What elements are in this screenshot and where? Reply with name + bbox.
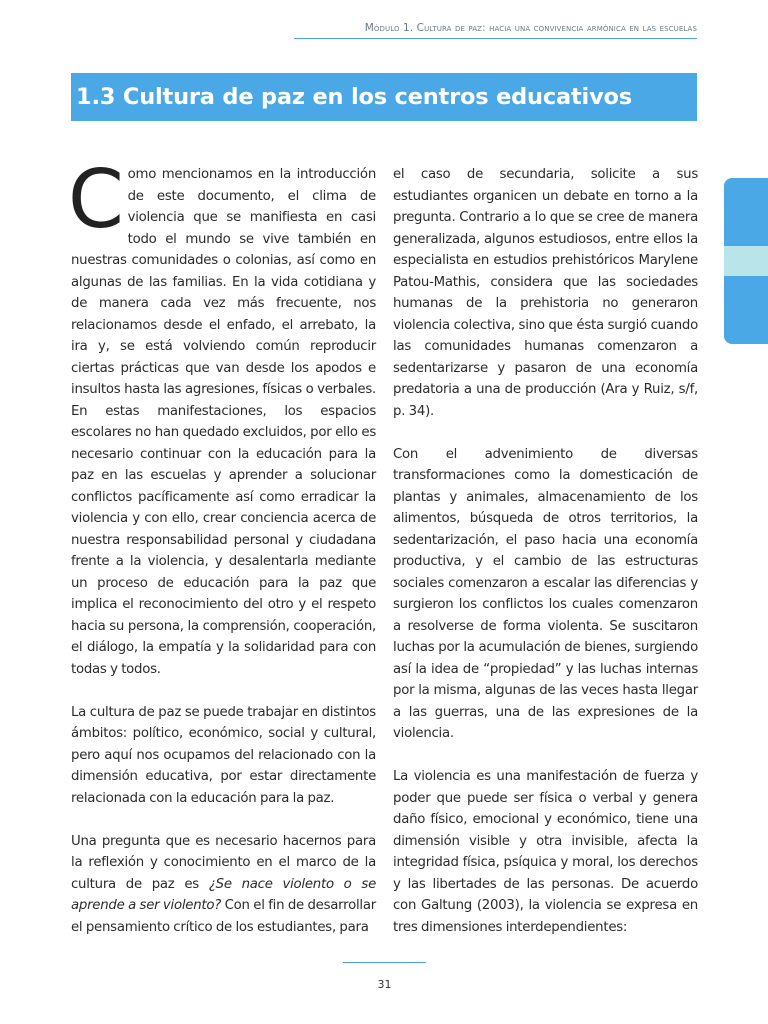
section-title: 1.3 Cultura de paz en los centros educativos [76,84,632,110]
side-tab-stripe [724,246,768,276]
right-column [393,164,698,960]
paragraph [71,831,376,939]
footer-divider [343,962,426,963]
paragraph-text: Una pregunta que es necesario hacernos para la reflexión y conocimiento en el marco de la cultura de paz es [71,833,376,892]
paragraph: el caso de secundaria, solicite a sus estudiantes organicen un debate en torno a la pregunta. Contrario a lo que se cree de manera generalizada, algunos estudiosos, entre ellos la especialista en estudios prehistóricos Marylene Patou-Mathis, considera que las sociedades humanas de la prehistoria no generaron violencia colectiva, sino que ésta surgió cuando las comunidades humanas comenzaron a sedentarizarse y pasaron de una economía predatoria a una de producción (Ara y Ruiz, s/f, p. 34). [393,167,698,419]
paragraph: Con el advenimiento de diversas transformaciones como la domesticación de plantas y animales, almacenamiento de los alimentos, búsqueda de otros territorios, la sedentarización, el paso hacia una economía productiva, y el cambio de las estructuras sociales comenzaron a escalar las diferencias y surgieron los conflictos los cuales comenzaron a resolverse de forma violenta. Se suscitaron luchas por la acumulación de bienes, surgiendo así la idea de “propiedad” y las luchas internas por la misma, algunas de las veces hasta llegar a las guerras, una de las expresiones de la violencia. [393,446,698,741]
page-number: 31 [377,978,392,991]
paragraph [68,153,376,680]
paragraph-text: omo mencionamos en la introducción de este documento, el clima de violencia que se manifiesta en casi todo el mundo se vive también en nuestras comunidades o colonias, así como en algunas de las familias. En la vida cotidiana y de manera cada vez más frecuente, nos relacionamos desde el enfado, el arrebato, la ira y, se está volviendo común reproducir ciertas prácticas que van desde los apodos e insultos hasta las agresiones, físicas o verbales. En estas manifestaciones, los espacios escolares no han quedado excluidos, por ello es necesario continuar con la educación para la paz en las escuelas y aprender a solucionar conflictos pacíficamente así como erradicar la violencia y con ello, crear conciencia acerca de nuestra responsabilidad personal y ciudadana frente a la violencia, y desalentarla mediante un proceso de educación para la paz que implica el reconocimiento del otro y el respeto hacia su persona, la comprensión, cooperación, el diálogo, la empatía y la solidaridad para con todas y todos. [71,167,376,677]
paragraph-text: Con el fin de desarrollar el pensamiento crítico de los estudiantes, para [71,898,376,935]
paragraph: La violencia es una manifestación de fuerza y poder que puede ser física o verbal y genera daño físico, emocional y económico, tiene una dimensión visible y otra invisible, afecta la integridad física, psíquica y moral, los derechos y las libertades de las personas. De acuerdo con Galtung (2003), la violencia se expresa en tres dimensiones interdependientes: [393,769,698,935]
running-header: Módulo 1. Cultura de paz: hacia una convivencia armónica en las escuelas [364,22,697,34]
section-title-bar [71,73,697,121]
left-column [68,153,376,960]
header-divider [294,38,697,39]
drop-cap: C [68,153,124,246]
question-emphasis: ¿Se nace violento o se aprende a ser violento? [71,876,376,913]
paragraph: La cultura de paz se puede trabajar en distintos ámbitos: político, económico, social y cultural, pero aquí nos ocupamos del relacionado con la dimensión educativa, por estar directamente relacionada con la educación para la paz. [71,704,376,806]
